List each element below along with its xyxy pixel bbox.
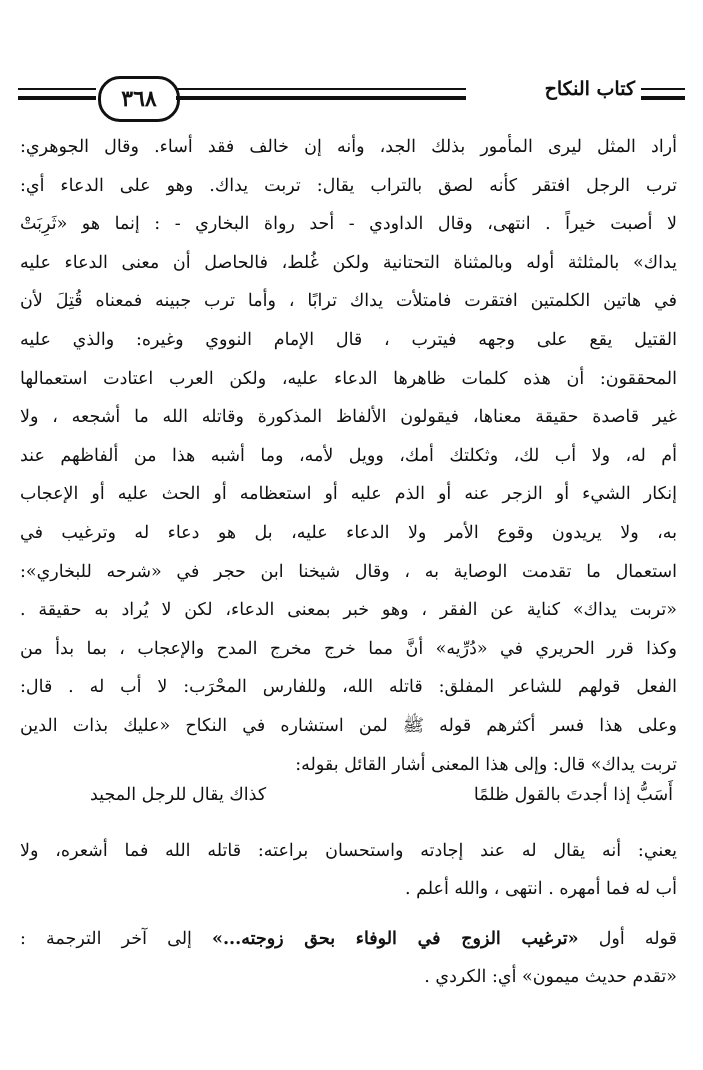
text-line: يداك» بالمثلثة أوله وبالمثناة التحتانية ولكن غُلط، فالحاصل أن معنى الدعاء عليه [20,252,677,273]
chapter-title-quote: «ترغيب الزوج في الوفاء بحق زوجته...» [212,929,579,949]
book-title: كتاب النكاح [544,78,635,100]
header-rule-left-thin [18,88,96,90]
text-line [20,920,677,958]
text-line: غير قاصدة حقيقة معناها، فيقولون الألفاظ المذكورة وقاتله الله ما أشجعه ، ولا [20,407,677,428]
text-line: المحققون: أن هذه كلمات ظاهرها الدعاء عليه، ولكن العرب اعتادت استعمالها [20,368,677,389]
page-header [18,70,685,122]
text-line: وعلى هذا فسر أكثرهم قوله ﷺ لمن استشاره في النكاح «عليك بذات الدين [20,715,677,736]
text-line: وكذا قرر الحريري في «دُرِّيه» أنَّ مما خرج مخرج المدح والإعجاب ، بما بدأ من [20,638,677,659]
text-line: الفعل قولهم للشاعر المفلق: قاتله الله، وللفارس المحْرَب: لا أب له . قال: [20,677,677,698]
verse-explanation [20,832,677,908]
text-line: «تقدم حديث ميمون» أي: الكردي . [424,967,677,987]
page-number: ٣٦٨ [98,76,180,122]
text-line: تربت يداك» قال: وإلى هذا المعنى أشار القائل بقوله: [295,754,677,775]
final-prefix: قوله أول [578,929,677,949]
text-line: يعني: أنه يقال له عند إجادته واستحسان براعته: قاتله الله فما أشعره، ولا [20,841,677,861]
header-rule-right-thick [641,96,685,100]
text-line: أم له، ولا أب لك، وثكلتك أمك، وويل لأمه، وما أشبه هذا من ألفاظهم عند [20,445,677,466]
text-line: ترب الرجل افتقر كأنه لصق بالتراب يقال: تربت يداك. وهو على الدعاء أي: [20,175,677,196]
poetry-verse [60,785,673,825]
text-line: القتيل يقع على وجهه فيترب ، قال الإمام النووي وغيره: والذي عليه [20,329,677,350]
text-line: أراد المثل ليرى المأمور بذلك الجد، وأنه إن خالف فقد أساء. وقال الجوهري: [20,137,677,157]
text-line: به، ولا يريدون وقوع الأمر ولا الدعاء عليه، بل هو دعاء له وترغيب في [20,522,677,543]
main-text [20,128,677,784]
header-rule-left-thick [18,96,96,100]
header-rule-right-thin [641,88,685,90]
header-rule-middle-thick [176,96,466,100]
final-paragraph [20,920,677,996]
header-rule-middle-thin [176,88,466,90]
verse-first-hemistich: أَسَبُّ إذا أجدتَ بالقول ظلمًا [473,785,673,805]
text-line: «تربت يداك» كناية عن الفقر ، وهو خبر بمعنى الدعاء، لكن لا يُراد به حقيقة . [20,600,677,621]
final-suffix: إلى آخر الترجمة : [20,929,213,949]
text-line: أب له فما أمهره . انتهى ، والله أعلم . [404,879,677,899]
text-line: استعمال ما تقدمت الوصاية به ، وقال شيخنا ابن حجر في «شرحه للبخاري»: [20,561,677,582]
text-line: إنكار الشيء أو الزجر عنه أو الذم عليه أو استعظامه أو الحث عليه أو الإعجاب [20,484,677,505]
text-line: لا أصبت خيراً . انتهى، وقال الداودي - أحد رواة البخاري - : إنما هو «ثَرِبَتْ [20,214,677,235]
verse-second-hemistich: كذاك يقال للرجل المجيد [90,785,267,805]
text-line: في هاتين الكلمتين افتقرت فامتلأت يداك ترابًا ، وأما ترب جبينه فمعناه قُتِلَ لأن [20,291,677,312]
